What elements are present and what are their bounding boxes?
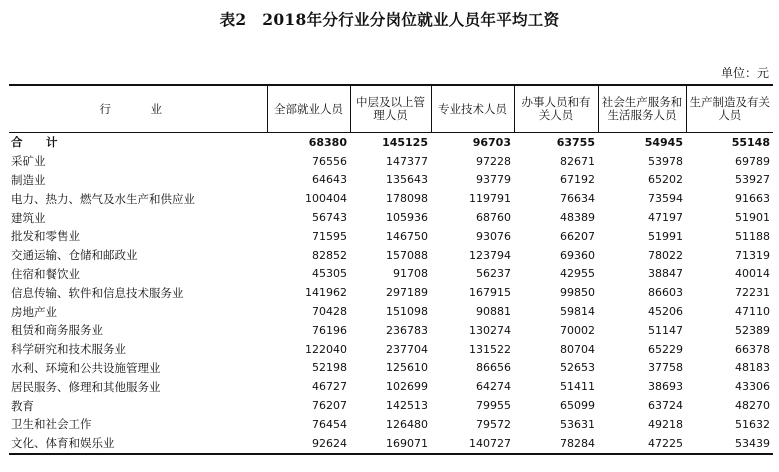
industry-name: 交通运输、仓储和邮政业 xyxy=(11,248,138,263)
wage-cell: 82671 xyxy=(560,154,595,168)
table-row xyxy=(9,283,773,302)
table-row xyxy=(9,434,773,454)
wage-cell: 142513 xyxy=(386,399,428,413)
industry-name: 水利、环境和公共设施管理业 xyxy=(11,360,161,375)
wage-cell: 37758 xyxy=(648,361,683,375)
wage-cell: 53439 xyxy=(686,434,773,454)
column-header: 行 业 xyxy=(9,85,267,133)
wage-cell: 91708 xyxy=(393,267,428,281)
wage-cell: 70002 xyxy=(560,323,595,337)
column-header: 生产制造及有关人员 xyxy=(686,85,773,133)
wage-cell: 64274 xyxy=(476,380,511,394)
wage-cell: 145125 xyxy=(382,135,428,149)
wage-cell: 51411 xyxy=(560,380,595,394)
wage-cell: 73594 xyxy=(648,192,683,206)
unit-label: 单位：元 xyxy=(720,66,769,80)
wage-cell: 147377 xyxy=(386,154,428,168)
column-header: 全部就业人员 xyxy=(267,85,350,133)
wage-cell: 45305 xyxy=(312,267,347,281)
table-row xyxy=(9,377,773,396)
wage-cell: 51188 xyxy=(735,229,770,243)
wage-cell: 76556 xyxy=(312,154,347,168)
table-row xyxy=(9,321,773,340)
industry-name: 电力、热力、燃气及水生产和供应业 xyxy=(11,191,195,206)
wage-cell: 65229 xyxy=(648,342,683,356)
wage-cell: 236783 xyxy=(386,323,428,337)
industry-name: 租赁和商务服务业 xyxy=(11,323,103,338)
table-row xyxy=(9,152,773,171)
table-row xyxy=(9,189,773,208)
header-row xyxy=(9,85,773,133)
industry-name: 合 计 xyxy=(11,135,64,150)
wage-cell: 126480 xyxy=(386,417,428,431)
wage-cell: 130274 xyxy=(469,323,511,337)
wage-cell: 46727 xyxy=(312,380,347,394)
wage-cell: 79955 xyxy=(476,399,511,413)
wage-cell: 69360 xyxy=(560,248,595,262)
industry-name: 建筑业 xyxy=(11,210,46,225)
table-row xyxy=(9,415,773,434)
wage-cell: 66378 xyxy=(735,342,770,356)
table-row xyxy=(9,208,773,227)
column-header: 中层及以上管理人员 xyxy=(350,85,431,133)
wage-cell: 67192 xyxy=(560,173,595,187)
wage-cell: 169071 xyxy=(350,434,431,454)
table-body xyxy=(9,133,773,454)
wage-cell: 80704 xyxy=(560,342,595,356)
wage-cell: 86603 xyxy=(648,286,683,300)
wage-cell: 78022 xyxy=(648,248,683,262)
column-header: 社会生产服务和生活服务人员 xyxy=(598,85,686,133)
wage-cell: 102699 xyxy=(386,380,428,394)
industry-name: 信息传输、软件和信息技术服务业 xyxy=(11,285,184,300)
wage-cell: 157088 xyxy=(386,248,428,262)
wage-cell: 53631 xyxy=(560,417,595,431)
wage-cell: 96703 xyxy=(472,135,511,149)
wage-cell: 63724 xyxy=(648,399,683,413)
wage-cell: 135643 xyxy=(386,173,428,187)
wage-cell: 93076 xyxy=(476,229,511,243)
wage-cell: 53978 xyxy=(648,154,683,168)
wage-cell: 51632 xyxy=(735,417,770,431)
wage-cell: 38693 xyxy=(648,380,683,394)
wage-cell: 47225 xyxy=(598,434,686,454)
wage-cell: 48270 xyxy=(735,399,770,413)
wage-cell: 47197 xyxy=(648,211,683,225)
wage-cell: 93779 xyxy=(476,173,511,187)
wage-cell: 178098 xyxy=(386,192,428,206)
wage-cell: 72231 xyxy=(735,286,770,300)
wage-cell: 52198 xyxy=(312,361,347,375)
wage-cell: 237704 xyxy=(386,342,428,356)
table-row xyxy=(9,302,773,321)
wage-cell: 69789 xyxy=(735,154,770,168)
wage-cell: 51901 xyxy=(735,211,770,225)
wage-cell: 71595 xyxy=(312,229,347,243)
table-row xyxy=(9,171,773,190)
table-row xyxy=(9,246,773,265)
wage-cell: 55148 xyxy=(731,135,770,149)
wage-cell: 47110 xyxy=(735,305,770,319)
wage-cell: 63755 xyxy=(556,135,595,149)
wage-cell: 86656 xyxy=(476,361,511,375)
industry-name: 采矿业 xyxy=(11,154,46,169)
wage-cell: 91663 xyxy=(735,192,770,206)
industry-name: 科学研究和技术服务业 xyxy=(11,342,126,357)
wage-cell: 297189 xyxy=(386,286,428,300)
table-row xyxy=(9,359,773,378)
table-row xyxy=(9,227,773,246)
wage-cell: 64643 xyxy=(312,173,347,187)
wage-cell: 40014 xyxy=(735,267,770,281)
table-row xyxy=(9,340,773,359)
wage-cell: 90881 xyxy=(476,305,511,319)
industry-name: 文化、体育和娱乐业 xyxy=(9,434,267,454)
wage-cell: 71319 xyxy=(735,248,770,262)
wage-cell: 122040 xyxy=(305,342,347,356)
wage-cell: 68380 xyxy=(308,135,347,149)
wage-cell: 42955 xyxy=(560,267,595,281)
wage-cell: 119791 xyxy=(469,192,511,206)
wage-cell: 140727 xyxy=(431,434,514,454)
wage-cell: 52389 xyxy=(735,323,770,337)
wage-cell: 167915 xyxy=(469,286,511,300)
wage-cell: 66207 xyxy=(560,229,595,243)
wage-cell: 70428 xyxy=(312,305,347,319)
wage-cell: 52653 xyxy=(560,361,595,375)
column-header: 专业技术人员 xyxy=(431,85,514,133)
wage-cell: 79572 xyxy=(476,417,511,431)
wage-cell: 51991 xyxy=(648,229,683,243)
wage-cell: 76207 xyxy=(312,399,347,413)
wage-cell: 78284 xyxy=(514,434,598,454)
wage-cell: 43306 xyxy=(735,380,770,394)
column-header: 办事人员和有关人员 xyxy=(514,85,598,133)
industry-name: 住宿和餐饮业 xyxy=(11,266,80,281)
industry-name: 教育 xyxy=(11,398,34,413)
wage-cell: 131522 xyxy=(469,342,511,356)
industry-name: 批发和零售业 xyxy=(11,229,80,244)
wage-cell: 53927 xyxy=(735,173,770,187)
industry-name: 房地产业 xyxy=(11,304,57,319)
wage-table xyxy=(9,84,773,455)
wage-cell: 68760 xyxy=(476,211,511,225)
wage-cell: 92624 xyxy=(267,434,350,454)
table-title: 表2 2018年分行业分岗位就业人员年平均工资 xyxy=(219,10,560,29)
wage-cell: 105936 xyxy=(386,211,428,225)
wage-cell: 65202 xyxy=(648,173,683,187)
wage-cell: 56743 xyxy=(312,211,347,225)
wage-cell: 123794 xyxy=(469,248,511,262)
wage-cell: 51147 xyxy=(648,323,683,337)
wage-cell: 146750 xyxy=(386,229,428,243)
industry-name: 居民服务、修理和其他服务业 xyxy=(11,379,161,394)
wage-cell: 125610 xyxy=(386,361,428,375)
wage-cell: 45206 xyxy=(648,305,683,319)
wage-cell: 48389 xyxy=(560,211,595,225)
wage-cell: 97228 xyxy=(476,154,511,168)
wage-cell: 99850 xyxy=(560,286,595,300)
table-row xyxy=(9,396,773,415)
wage-cell: 76196 xyxy=(312,323,347,337)
wage-cell: 56237 xyxy=(476,267,511,281)
wage-cell: 65099 xyxy=(560,399,595,413)
wage-cell: 151098 xyxy=(386,305,428,319)
wage-cell: 48183 xyxy=(735,361,770,375)
wage-cell: 100404 xyxy=(305,192,347,206)
wage-cell: 76454 xyxy=(312,417,347,431)
total-row xyxy=(9,133,773,152)
wage-cell: 49218 xyxy=(648,417,683,431)
table-row xyxy=(9,265,773,284)
industry-name: 制造业 xyxy=(11,172,46,187)
wage-cell: 54945 xyxy=(644,135,683,149)
wage-cell: 82852 xyxy=(312,248,347,262)
industry-name: 卫生和社会工作 xyxy=(11,417,92,432)
wage-cell: 59814 xyxy=(560,305,595,319)
wage-cell: 38847 xyxy=(648,267,683,281)
wage-cell: 141962 xyxy=(305,286,347,300)
wage-cell: 76634 xyxy=(560,192,595,206)
